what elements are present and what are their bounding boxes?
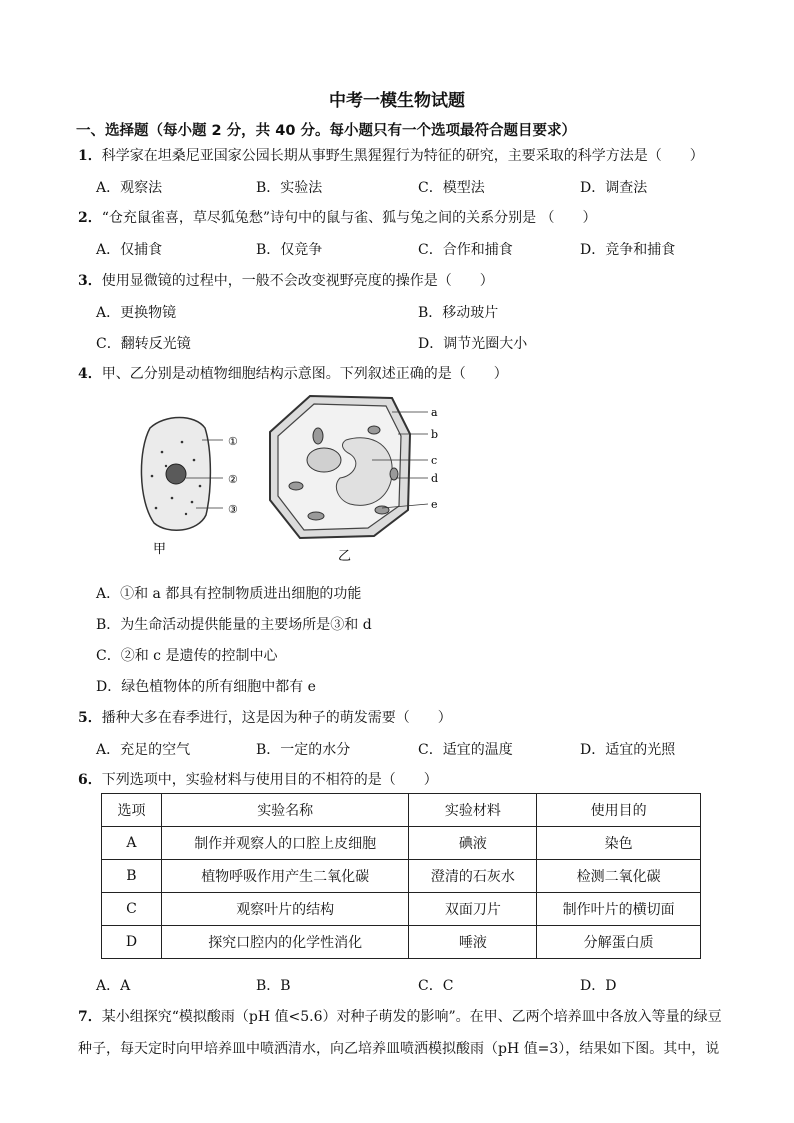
table-cell: D	[102, 926, 162, 959]
q1-option-d[interactable]: D．调查法	[580, 180, 648, 196]
table-cell: 双面刀片	[409, 893, 537, 926]
animal-caption: 甲	[153, 542, 167, 557]
question-number: 2．	[78, 210, 102, 226]
table-cell: 植物呼吸作用产生二氧化碳	[161, 860, 409, 893]
table-header: 实验材料	[409, 794, 537, 827]
q2-option-a[interactable]: A．仅捕食	[96, 242, 163, 258]
exam-title: 中考一模生物试题	[329, 91, 465, 111]
label-c: c	[431, 454, 438, 467]
q2-option-c[interactable]: C．合作和捕食	[418, 242, 513, 258]
table-cell: C	[102, 893, 162, 926]
q2-option-b[interactable]: B．仅竞争	[256, 242, 323, 258]
plant-caption: 乙	[338, 549, 352, 564]
q4-option-d[interactable]: D．绿色植物体的所有细胞中都有 e	[96, 679, 316, 695]
label-b: b	[431, 428, 439, 441]
q3-option-a[interactable]: A．更换物镜	[96, 305, 177, 321]
table-cell: 观察叶片的结构	[161, 893, 409, 926]
q3-option-c[interactable]: C．翻转反光镜	[96, 336, 191, 352]
table-header: 实验名称	[161, 794, 409, 827]
cell-diagram	[110, 390, 460, 565]
q3-option-d[interactable]: D．调节光圈大小	[418, 336, 528, 352]
question-text: 甲、乙分别是动植物细胞结构示意图。下列叙述正确的是（ ）	[101, 366, 508, 382]
question-number: 4．	[78, 366, 102, 382]
table-row	[102, 893, 701, 926]
plant-cell	[270, 396, 428, 538]
table-cell: 分解蛋白质	[537, 926, 701, 959]
label-1: ①	[228, 435, 238, 448]
q4-option-b[interactable]: B．为生命活动提供能量的主要场所是③和 d	[96, 617, 372, 633]
question-number: 1．	[78, 148, 102, 164]
table-cell: 染色	[537, 827, 701, 860]
label-2: ②	[228, 473, 238, 486]
question-7-continued: 种子，每天定时向甲培养皿中喷洒清水，向乙培养皿喷洒模拟酸雨（pH 值=3），结果如下图。其中，说	[78, 1041, 720, 1057]
question-text: 播种大多在春季进行，这是因为种子的萌发需要（ ）	[101, 710, 452, 726]
question-3	[78, 270, 494, 290]
table-cell: 唾液	[409, 926, 537, 959]
animal-cell	[141, 418, 223, 531]
question-text: 使用显微镜的过程中，一般不会改变视野亮度的操作是（ ）	[101, 273, 494, 289]
table-cell: B	[102, 860, 162, 893]
q4-option-c[interactable]: C．②和 c 是遗传的控制中心	[96, 648, 278, 664]
question-text: 某小组探究“模拟酸雨（pH 值<5.6）对种子萌发的影响”。在甲、乙两个培养皿中各放入等量的绿豆	[101, 1009, 722, 1025]
table-cell: A	[102, 827, 162, 860]
table-header-row	[102, 794, 701, 827]
label-e: e	[431, 498, 438, 511]
table-cell: 制作叶片的横切面	[537, 893, 701, 926]
question-number: 3．	[78, 273, 102, 289]
question-number: 6．	[78, 772, 102, 788]
q3-option-b[interactable]: B．移动玻片	[418, 305, 499, 321]
question-number: 7．	[78, 1009, 102, 1025]
q6-option-c[interactable]: C．C	[418, 978, 454, 994]
question-5	[78, 707, 452, 727]
q6-option-a[interactable]: A．A	[96, 978, 131, 994]
q4-option-a[interactable]: A．①和 a 都具有控制物质进出细胞的功能	[96, 586, 362, 602]
table-row	[102, 926, 701, 959]
q5-option-b[interactable]: B．一定的水分	[256, 742, 351, 758]
q5-option-c[interactable]: C．适宜的温度	[418, 742, 513, 758]
question-1	[78, 145, 704, 165]
table-row	[102, 827, 701, 860]
table-row	[102, 860, 701, 893]
question-text: “仓充鼠雀喜，草尽狐兔愁”诗句中的鼠与雀、狐与兔之间的关系分别是 （ ）	[101, 210, 597, 226]
q1-option-b[interactable]: B．实验法	[256, 180, 323, 196]
table-cell: 碘液	[409, 827, 537, 860]
question-7	[78, 1006, 722, 1026]
section-heading: 一、选择题（每小题 2 分，共 40 分。每小题只有一个选项最符合题目要求）	[76, 123, 576, 139]
experiment-table	[101, 793, 701, 959]
label-3: ③	[228, 503, 238, 516]
table-cell: 探究口腔内的化学性消化	[161, 926, 409, 959]
table-header: 选项	[102, 794, 162, 827]
table-header: 使用目的	[537, 794, 701, 827]
question-2	[78, 207, 597, 227]
q6-option-b[interactable]: B．B	[256, 978, 291, 994]
table-cell: 制作并观察人的口腔上皮细胞	[161, 827, 409, 860]
question-4	[78, 363, 508, 383]
label-d: d	[431, 472, 439, 485]
question-number: 5．	[78, 710, 102, 726]
table-cell: 检测二氧化碳	[537, 860, 701, 893]
q1-option-c[interactable]: C．模型法	[418, 180, 485, 196]
label-a: a	[431, 406, 438, 419]
question-text: 科学家在坦桑尼亚国家公园长期从事野生黑猩猩行为特征的研究，主要采取的科学方法是（ ）	[101, 148, 704, 164]
q2-option-d[interactable]: D．竞争和捕食	[580, 242, 676, 258]
question-text: 下列选项中，实验材料与使用目的不相符的是（ ）	[101, 772, 438, 788]
q1-option-a[interactable]: A．观察法	[96, 180, 163, 196]
table-cell: 澄清的石灰水	[409, 860, 537, 893]
question-6	[78, 769, 438, 789]
q5-option-d[interactable]: D．适宜的光照	[580, 742, 676, 758]
q5-option-a[interactable]: A．充足的空气	[96, 742, 191, 758]
q6-option-d[interactable]: D．D	[580, 978, 617, 994]
